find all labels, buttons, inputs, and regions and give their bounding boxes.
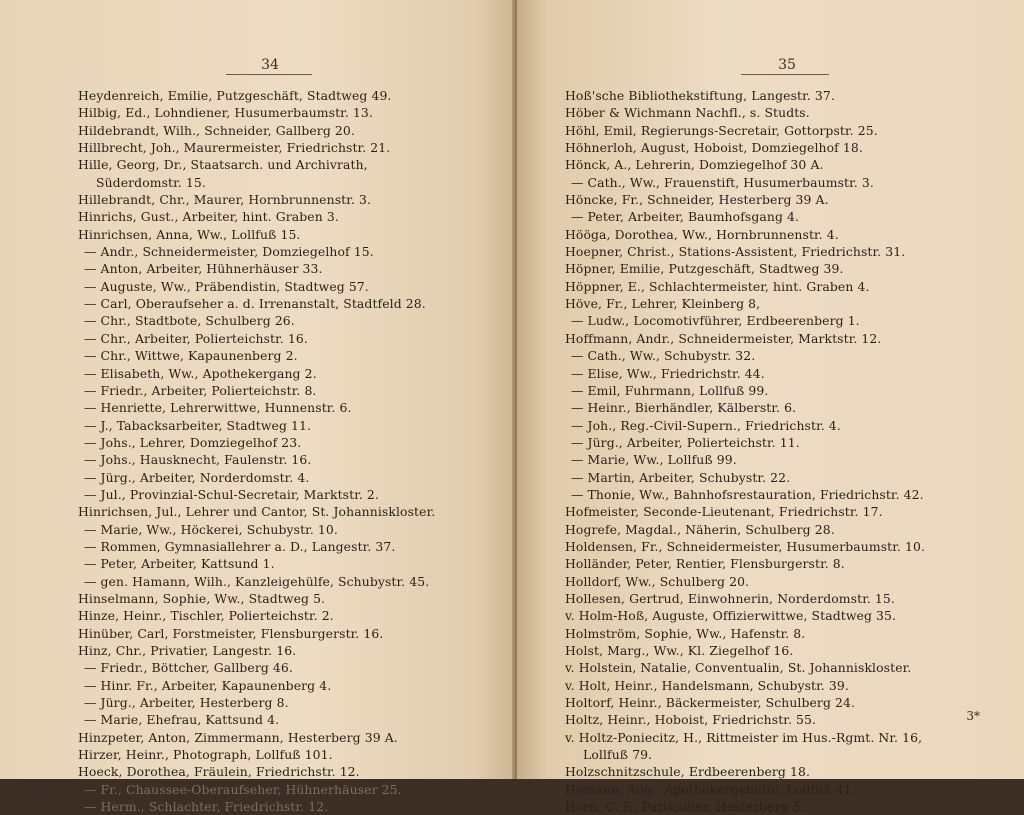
directory-entry: Hoffmann, Andr., Schneidermeister, Marktstr. 12.: [565, 330, 882, 346]
directory-entry: Hogrefe, Magdal., Näherin, Schulberg 28.: [565, 521, 835, 537]
directory-entry: — Emil, Fuhrmann, Lollfuß 99.: [571, 382, 769, 398]
directory-entry: — J., Tabacksarbeiter, Stadtweg 11.: [84, 417, 312, 433]
directory-entry: Höhl, Emil, Regierungs-Secretair, Gottorpstr. 25.: [565, 122, 878, 138]
directory-entry: Hirzer, Heinr., Photograph, Lollfuß 101.: [78, 747, 333, 763]
directory-entry: — Henriette, Lehrerwittwe, Hunnenstr. 6.: [84, 400, 352, 416]
directory-entry: — Anton, Arbeiter, Hühnerhäuser 33.: [84, 261, 323, 277]
directory-entry: — Marie, Ehefrau, Kattsund 4.: [84, 712, 280, 728]
directory-entry: Homann, Aug., Apothekergehülfe, Lollfuß 41.: [565, 781, 856, 797]
header-rule-left: [226, 74, 312, 75]
directory-entry: — Chr., Wittwe, Kapaunenberg 2.: [84, 348, 298, 364]
directory-entries-left: [78, 87, 498, 815]
directory-entry: Hinrichsen, Jul., Lehrer und Cantor, St. Johanniskloster.: [78, 504, 436, 520]
directory-entries-right: [565, 87, 1015, 815]
right-page: [517, 0, 1024, 815]
directory-entry: — Hinr. Fr., Arbeiter, Kapaunenberg 4.: [84, 677, 332, 693]
directory-entry: — Jürg., Arbeiter, Polierteichstr. 11.: [571, 434, 800, 450]
directory-entry: Hinrichs, Gust., Arbeiter, hint. Graben 3.: [78, 209, 339, 225]
directory-entry: — Herm., Schlachter, Friedrichstr. 12.: [84, 799, 329, 815]
directory-entry: — Jürg., Arbeiter, Norderdomstr. 4.: [84, 469, 310, 485]
directory-entry: — Chr., Arbeiter, Polierteichstr. 16.: [84, 330, 308, 346]
directory-entry: — gen. Hamann, Wilh., Kanzleigehülfe, Schubystr. 45.: [84, 573, 430, 589]
directory-entry: Holtz, Heinr., Hoboist, Friedrichstr. 55.: [565, 712, 817, 728]
directory-entry: Hilbig, Ed., Lohndiener, Husumerbaumstr. 13.: [78, 105, 373, 121]
directory-entry: Holmström, Sophie, Ww., Hafenstr. 8.: [565, 625, 806, 641]
directory-entry: Holzschnitzschule, Erdbeerenberg 18.: [565, 764, 811, 780]
directory-entry: — Martin, Arbeiter, Schubystr. 22.: [571, 469, 791, 485]
page-number-left: 34: [261, 57, 279, 73]
directory-entry: Hille, Georg, Dr., Staatsarch. und Archivrath,: [78, 157, 368, 173]
directory-entry: Heydenreich, Emilie, Putzgeschäft, Stadtweg 49.: [78, 88, 392, 103]
directory-entry: Holldorf, Ww., Schulberg 20.: [565, 573, 750, 589]
directory-entry: Hinze, Heinr., Tischler, Polierteichstr. 2.: [78, 608, 334, 624]
directory-entry: — Friedr., Böttcher, Gallberg 46.: [84, 660, 293, 676]
directory-entry: Hollesen, Gertrud, Einwohnerin, Norderdomstr. 15.: [565, 590, 895, 606]
directory-entry: Höve, Fr., Lehrer, Kleinberg 8,: [565, 296, 761, 312]
directory-entry: Horn, C. F., Particulier, Hesterberg 5.: [565, 799, 805, 815]
directory-entry: — Cath., Ww., Schubystr. 32.: [571, 348, 756, 364]
signature-mark: 3*: [966, 709, 980, 723]
directory-entry: v. Holtz-Poniecitz, H., Rittmeister im Hus.-Rgmt. Nr. 16,: [565, 729, 923, 745]
header-rule-right: [741, 74, 829, 75]
directory-entry: Holdensen, Fr., Schneidermeister, Husumerbaumstr. 10.: [565, 538, 925, 554]
directory-entry: — Cath., Ww., Frauenstift, Husumerbaumstr. 3.: [571, 174, 874, 190]
directory-entry: Hillbrecht, Joh., Maurermeister, Friedrichstr. 21.: [78, 140, 391, 156]
directory-entry: Hinzpeter, Anton, Zimmermann, Hesterberg 39 A.: [78, 729, 398, 745]
directory-entry: — Elisabeth, Ww., Apothekergang 2.: [84, 365, 317, 381]
directory-entry: — Johs., Hausknecht, Faulenstr. 16.: [84, 452, 312, 468]
directory-entry: — Marie, Ww., Höckerei, Schubystr. 10.: [84, 521, 338, 537]
directory-entry: Hoß'sche Bibliothekstiftung, Langestr. 37.: [565, 88, 835, 103]
directory-entry: v. Holt, Heinr., Handelsmann, Schubystr. 39.: [565, 677, 849, 693]
directory-entry: — Peter, Arbeiter, Kattsund 1.: [84, 556, 275, 572]
directory-entry: Holländer, Peter, Rentier, Flensburgerstr. 8.: [565, 556, 845, 572]
directory-entry: Hofmeister, Seconde-Lieutenant, Friedrichstr. 17.: [565, 504, 883, 520]
directory-entry: Höppner, E., Schlachtermeister, hint. Graben 4.: [565, 278, 870, 294]
directory-entry: — Peter, Arbeiter, Baumhofsgang 4.: [571, 209, 800, 225]
directory-entry: — Thonie, Ww., Bahnhofsrestauration, Friedrichstr. 42.: [571, 486, 924, 502]
directory-entry: Lollfuß 79.: [583, 747, 653, 763]
directory-entry: Hoeck, Dorothea, Fräulein, Friedrichstr. 12.: [78, 764, 360, 780]
directory-entry: Holst, Marg., Ww., Kl. Ziegelhof 16.: [565, 643, 794, 658]
directory-entry: — Carl, Oberaufseher a. d. Irrenanstalt, Stadtfeld 28.: [84, 296, 426, 312]
directory-entry: Süderdomstr. 15.: [96, 174, 206, 190]
directory-entry: — Marie, Ww., Lollfuß 99.: [571, 452, 737, 468]
page-number-right: 35: [778, 57, 796, 73]
directory-entry: — Jul., Provinzial-Schul-Secretair, Marktstr. 2.: [84, 486, 379, 502]
directory-entry: Hinz, Chr., Privatier, Langestr. 16.: [78, 643, 297, 658]
directory-entry: — Ludw., Locomotivführer, Erdbeerenberg 1.: [571, 313, 860, 329]
directory-entry: — Johs., Lehrer, Domziegelhof 23.: [84, 434, 302, 450]
directory-entry: Hööga, Dorothea, Ww., Hornbrunnenstr. 4.: [565, 226, 839, 242]
directory-entry: Holtorf, Heinr., Bäckermeister, Schulberg 24.: [565, 695, 856, 711]
directory-entry: — Andr., Schneidermeister, Domziegelhof 15.: [84, 244, 374, 260]
directory-entry: — Chr., Stadtbote, Schulberg 26.: [84, 313, 295, 329]
directory-entry: — Jürg., Arbeiter, Hesterberg 8.: [84, 695, 289, 711]
directory-entry: Hinselmann, Sophie, Ww., Stadtweg 5.: [78, 590, 326, 606]
directory-entry: v. Holstein, Natalie, Conventualin, St. Johanniskloster.: [565, 660, 912, 676]
directory-entry: Hönck, A., Lehrerin, Domziegelhof 30 A.: [565, 157, 824, 173]
directory-entry: — Fr., Chaussee-Oberaufseher, Hühnerhäuser 25.: [84, 781, 402, 797]
directory-entry: — Elise, Ww., Friedrichstr. 44.: [571, 365, 765, 381]
directory-entry: — Friedr., Arbeiter, Polierteichstr. 8.: [84, 382, 317, 398]
directory-entry: Hildebrandt, Wilh., Schneider, Gallberg 20.: [78, 122, 355, 138]
directory-entry: — Heinr., Bierhändler, Kälberstr. 6.: [571, 400, 797, 416]
directory-entry: Höhnerloh, August, Hoboist, Domziegelhof 18.: [565, 140, 863, 156]
directory-entry: Höber & Wichmann Nachfl., s. Studts.: [565, 105, 810, 121]
directory-entry: — Auguste, Ww., Präbendistin, Stadtweg 57.: [84, 278, 369, 294]
directory-entry: Hillebrandt, Chr., Maurer, Hornbrunnenstr. 3.: [78, 192, 371, 208]
directory-entry: Höpner, Emilie, Putzgeschäft, Stadtweg 39.: [565, 261, 844, 277]
directory-entry: Hoepner, Christ., Stations-Assistent, Friedrichstr. 31.: [565, 244, 906, 260]
directory-entry: — Joh., Reg.-Civil-Supern., Friedrichstr. 4.: [571, 417, 841, 433]
directory-entry: Höncke, Fr., Schneider, Hesterberg 39 A.: [565, 192, 829, 208]
directory-entry: Hinrichsen, Anna, Ww., Lollfuß 15.: [78, 226, 301, 242]
directory-entry: v. Holm-Hoß, Auguste, Offizierwittwe, Stadtweg 35.: [565, 608, 897, 624]
directory-entry: — Rommen, Gymnasiallehrer a. D., Langestr. 37.: [84, 538, 396, 554]
directory-entry: Hinüber, Carl, Forstmeister, Flensburgerstr. 16.: [78, 625, 384, 641]
